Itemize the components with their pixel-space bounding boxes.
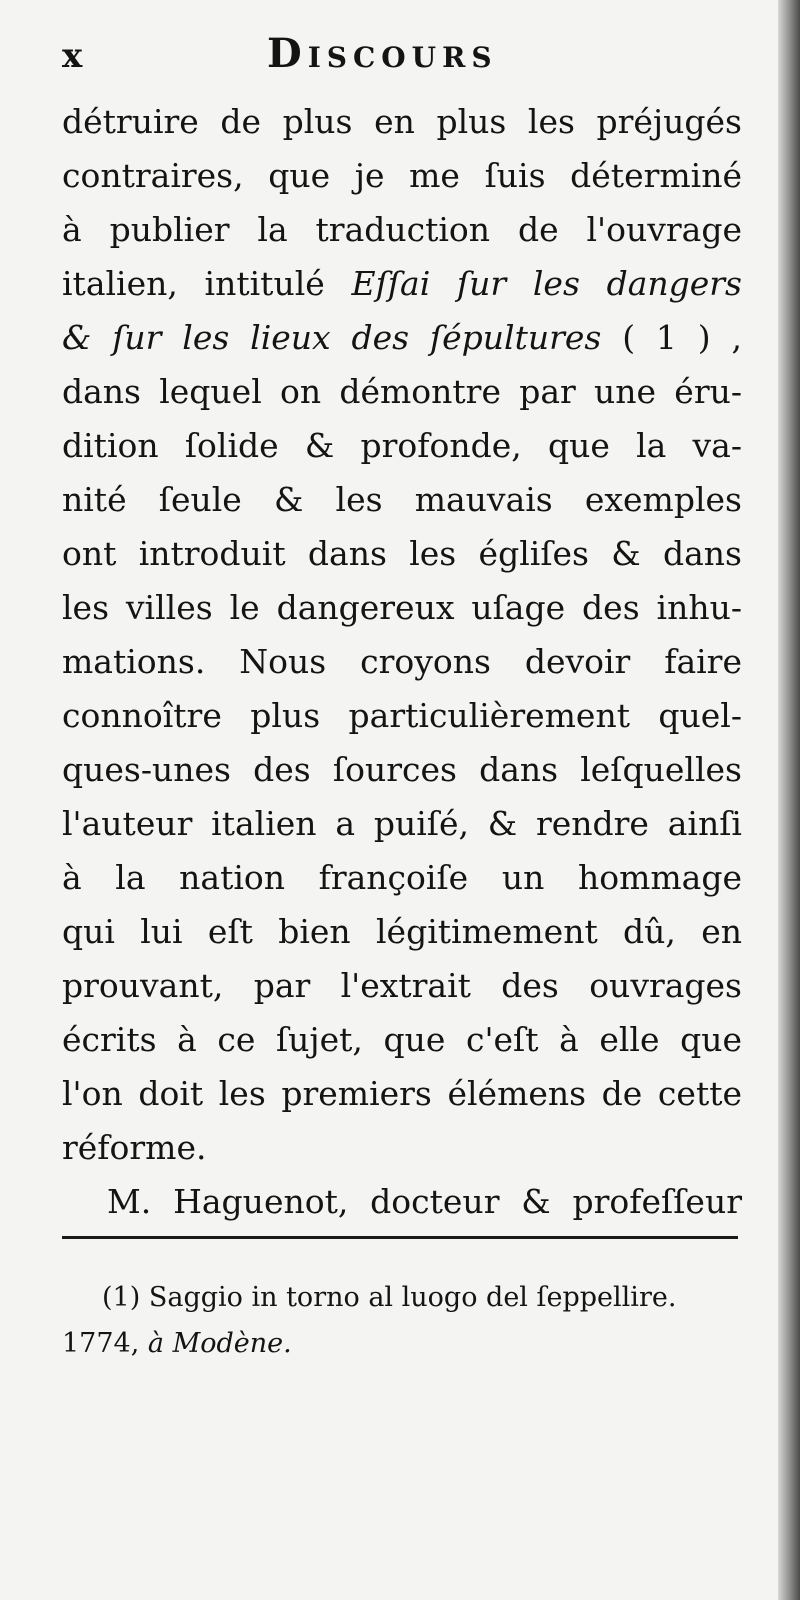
- text-segment: italien, intitulé: [62, 264, 325, 303]
- text-line: détruire de plus en plus les préjugés: [62, 102, 742, 141]
- text-line: nité ſeule & les mauvais exemples: [62, 480, 742, 519]
- running-title: Discours: [267, 30, 498, 77]
- text-line: à publier la traduction de l'ouvrage: [62, 210, 742, 249]
- text-line: à la nation françoiſe un hommage: [62, 858, 742, 897]
- footnote-rule: [62, 1236, 738, 1239]
- text-line: les villes le dangereux uſage des inhu-: [62, 588, 742, 627]
- text-line: connoître plus particulièrement quel-: [62, 696, 742, 735]
- text-line: ques-unes des ſources dans leſquelles: [62, 750, 742, 789]
- text-line: contraires, que je me ſuis déterminé: [62, 156, 742, 195]
- footnote-place: à Modène.: [147, 1328, 292, 1359]
- running-head: [62, 30, 742, 90]
- footnote-marker: (1): [102, 1282, 141, 1313]
- footnote-line: [62, 1275, 738, 1321]
- text-line: ont introduit dans les égliſes & dans: [62, 534, 742, 573]
- text-line: mations. Nous croyons devoir faire: [62, 642, 742, 681]
- text-line-paragraph-start: M. Haguenot, docteur & profeſſeur: [107, 1182, 742, 1221]
- text-line-title: [62, 311, 742, 365]
- page-edge-shadow: [778, 0, 800, 1600]
- text-line-title: [62, 257, 742, 311]
- page-number: x: [62, 36, 84, 76]
- body-text: [62, 95, 742, 1229]
- text-line: l'on doit les premiers élémens de cette: [62, 1074, 742, 1113]
- italic-title-segment: Eſſai ſur les dangers: [351, 264, 742, 303]
- footnote-ref: ( 1 ) ,: [622, 318, 742, 357]
- footnote-line: [62, 1321, 738, 1367]
- text-line: réforme.: [62, 1128, 207, 1167]
- footnote-year: 1774,: [62, 1328, 140, 1359]
- footnote-text: Saggio in torno al luogo del ſeppellire.: [148, 1282, 677, 1313]
- text-line: qui lui eſt bien légitimement dû, en: [62, 912, 742, 951]
- text-line: écrits à ce ſujet, que c'eſt à elle que: [62, 1020, 742, 1059]
- italic-title-segment: & ſur les lieux des ſépultures: [62, 318, 602, 357]
- footnote: [62, 1275, 738, 1367]
- text-line: prouvant, par l'extrait des ouvrages: [62, 966, 742, 1005]
- text-line: dans lequel on démontre par une éru-: [62, 372, 742, 411]
- text-line: dition ſolide & profonde, que la va-: [62, 426, 742, 465]
- text-line: l'auteur italien a puiſé, & rendre ainſi: [62, 804, 742, 843]
